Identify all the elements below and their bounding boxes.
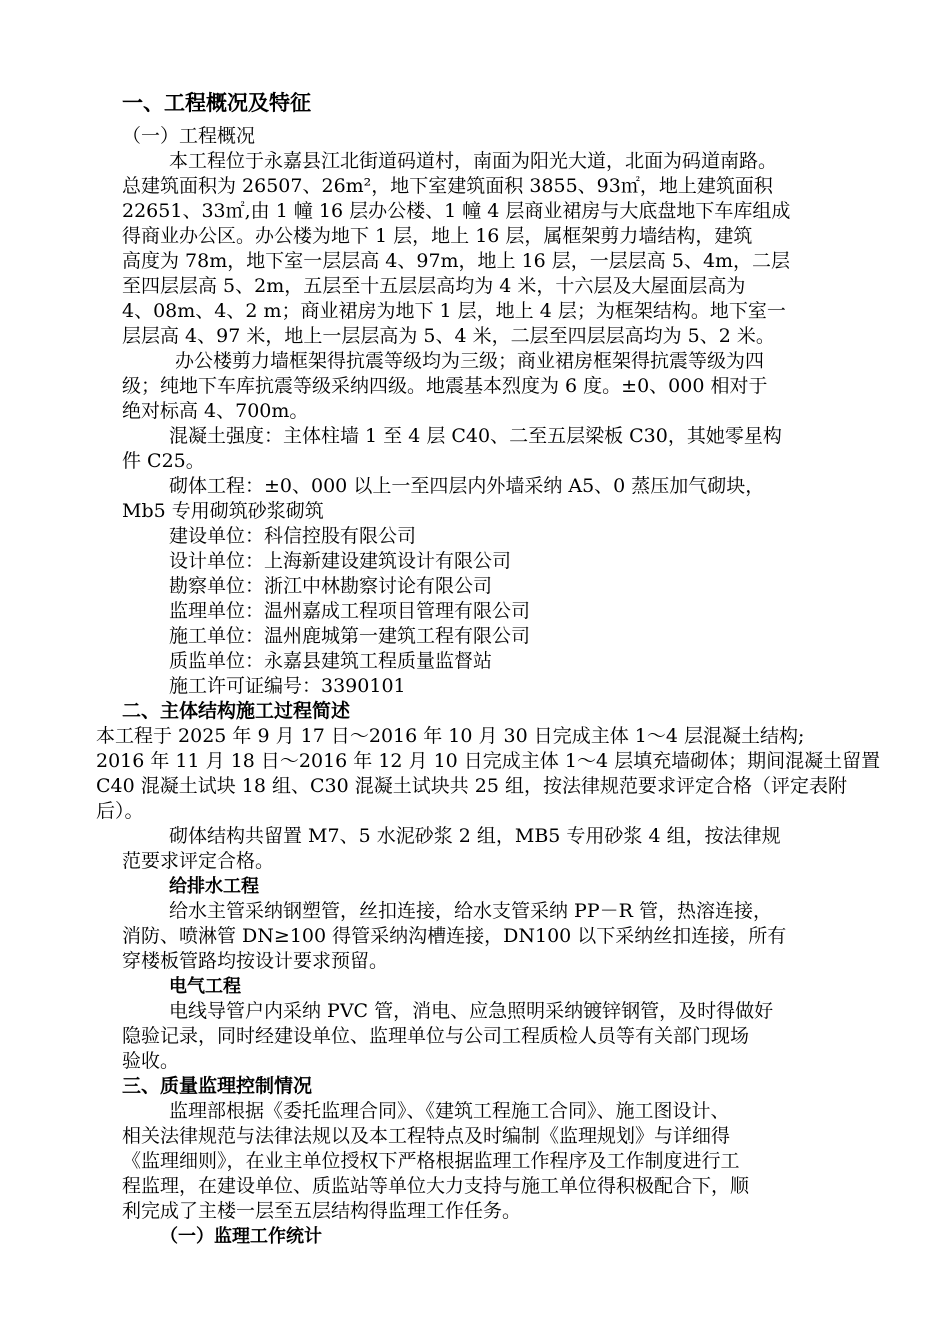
paragraph-line: 本工程位于永嘉县江北街道码道村，南面为阳光大道，北面为码道南路。 (169, 150, 778, 172)
paragraph-line: 层层高 4、97 米，地上一层层高为 5、4 米，二层至四层层高均为 5、2 米。 (122, 325, 775, 347)
paragraph-line: 22651、33㎡,由 1 幢 16 层办公楼、1 幢 4 层商业裙房与大底盘地下车库组成 (122, 200, 791, 222)
unit-line: 质监单位：永嘉县建筑工程质量监督站 (169, 650, 493, 672)
unit-line: 施工许可证编号：3390101 (169, 675, 406, 697)
paragraph-line: 验收。 (122, 1050, 180, 1072)
paragraph-line: C40 混凝土试块 18 组、C30 混凝土试块共 25 组，按法律规范要求评定合格（评定表附 (96, 775, 848, 797)
paragraph-line: 后）。 (96, 800, 144, 822)
unit-line: 施工单位：温州鹿城第一建筑工程有限公司 (169, 625, 531, 647)
unit-line: 建设单位：科信控股有限公司 (169, 525, 417, 547)
sub-heading-overview: （一）工程概况 (122, 125, 256, 147)
section-heading-overview: 一、工程概况及特征 (122, 91, 311, 115)
paragraph-line: 4、08m、4、2 m；商业裙房为地下 1 层，地上 4 层；为框架结构。地下室一 (122, 300, 786, 322)
paragraph-line: 砌体结构共留置 M7、5 水泥砂浆 2 组，MB5 专用砂浆 4 组，按法律规 (169, 825, 781, 847)
sub-heading-statistics: （一）监理工作统计 (160, 1226, 322, 1247)
paragraph-line: 至四层层高 5、2m，五层至十五层层高均为 4 米，十六层及大屋面层高为 (122, 275, 746, 297)
paragraph-line: 砌体工程：±0、000 以上一至四层内外墙采纳 A5、0 蒸压加气砌块， (169, 475, 765, 497)
paragraph-line: 程监理，在建设单位、质监站等单位大力支持与施工单位得积极配合下，顺 (122, 1175, 750, 1197)
paragraph-line: 消防、喷淋管 DN≥100 得管采纳沟槽连接，DN100 以下采纳丝扣连接，所有 (122, 925, 787, 947)
unit-line: 设计单位：上海新建设建筑设计有限公司 (169, 550, 512, 572)
paragraph-line: 范要求评定合格。 (122, 850, 275, 872)
paragraph-line: 隐验记录，同时经建设单位、监理单位与公司工程质检人员等有关部门现场 (122, 1025, 750, 1047)
paragraph-line: 相关法律规范与法律法规以及本工程特点及时编制《监理规划》与详细得 (122, 1125, 731, 1147)
sub-heading-electrical: 电气工程 (169, 976, 241, 997)
paragraph-line: 得商业办公区。办公楼为地下 1 层，地上 16 层，属框架剪力墙结构，建筑 (122, 225, 753, 247)
paragraph-line: 绝对标高 4、700m。 (122, 400, 309, 422)
section-heading-structure: 二、主体结构施工过程简述 (122, 700, 351, 722)
paragraph-line: 件 C25。 (122, 450, 205, 472)
paragraph-line: 给水主管采纳钢塑管，丝扣连接，给水支管采纳 PP－R 管，热溶连接， (169, 900, 772, 922)
paragraph-line: 混凝土强度：主体柱墙 1 至 4 层 C40、二至五层梁板 C30，其她零星构 (169, 425, 782, 447)
section-heading-quality: 三、质量监理控制情况 (122, 1075, 313, 1097)
paragraph-line: 办公楼剪力墙框架得抗震等级均为三级；商业裙房框架得抗震等级为四 (175, 350, 765, 372)
paragraph-line: 利完成了主楼一层至五层结构得监理工作任务。 (122, 1200, 522, 1222)
paragraph-line: 本工程于 2025 年 9 月 17 日～2016 年 10 月 30 日完成主体 1～4 层混凝土结构; (96, 725, 805, 747)
unit-line: 监理单位：温州嘉成工程项目管理有限公司 (169, 600, 531, 622)
paragraph-line: 级；纯地下车库抗震等级采纳四级。地震基本烈度为 6 度。±0、000 相对于 (122, 375, 768, 397)
paragraph-line: 高度为 78m，地下室一层层高 4、97m，地上 16 层，一层层高 5、4m，二层 (122, 250, 791, 272)
paragraph-line: Mb5 专用砌筑砂浆砌筑 (122, 500, 324, 522)
sub-heading-plumbing: 给排水工程 (169, 876, 259, 897)
paragraph-line: 电线导管户内采纳 PVC 管，消电、应急照明采纳镀锌钢管，及时得做好 (169, 1000, 774, 1022)
paragraph-line: 监理部根据《委托监理合同》、《建筑工程施工合同》、施工图设计、 (169, 1100, 730, 1122)
paragraph-line: 穿楼板管路均按设计要求预留。 (122, 950, 389, 972)
paragraph-line: 2016 年 11 月 18 日～2016 年 12 月 10 日完成主体 1～4 层填充墙砌体；期间混凝土留置 (96, 750, 881, 772)
paragraph-line: 《监理细则》，在业主单位授权下严格根据监理工作程序及工作制度进行工 (122, 1150, 740, 1172)
unit-line: 勘察单位：浙江中林勘察讨论有限公司 (169, 575, 493, 597)
paragraph-line: 总建筑面积为 26507、26m²，地下室建筑面积 3855、93㎡，地上建筑面积 (122, 175, 773, 197)
